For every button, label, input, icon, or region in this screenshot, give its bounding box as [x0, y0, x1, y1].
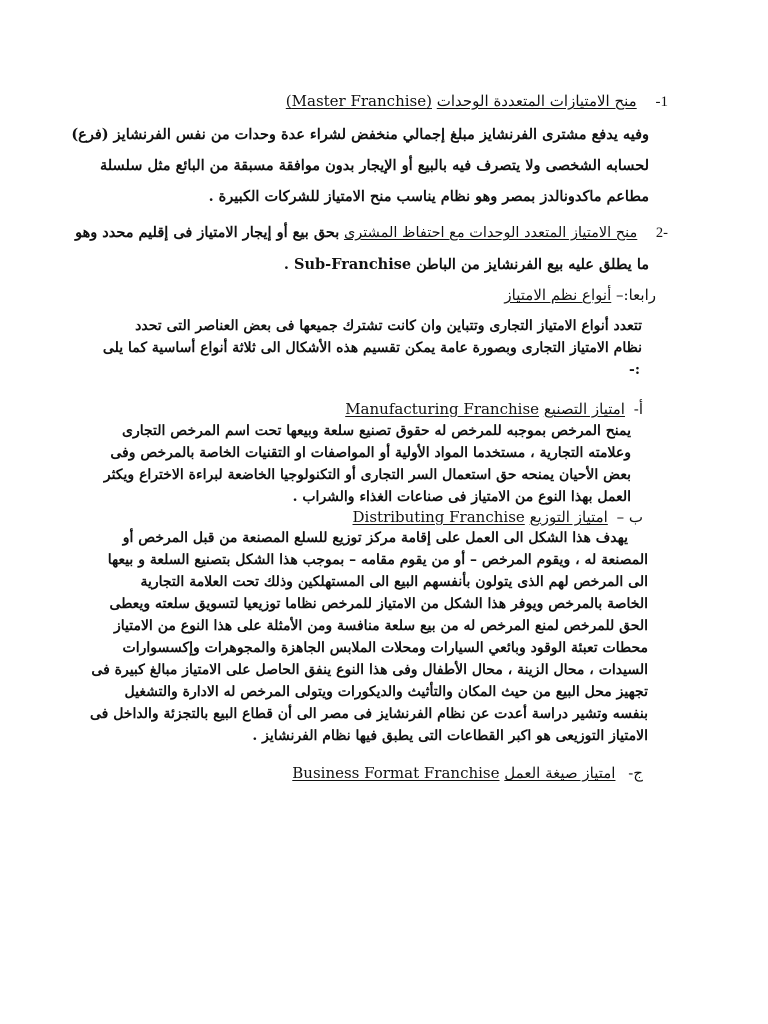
type-b-line-1: يهدف هذا الشكل الى العمل على إقامة مركز توزيع للسلع المصنعة من قبل المرخص أو [122, 530, 628, 546]
section-2-heading [0, 224, 668, 242]
section-2-line-2: ما يطلق عليه بيع الفرنشايز من الباطن Sub-Franchise . [283, 256, 649, 273]
type-b-line-8: تجهيز محل البيع من حيث المكان والتأثيث والديكورات ويتولى المرخص له الادارة والتشغيل [124, 684, 648, 700]
section-2-line-1-rest: بحق بيع أو إيجار الامتياز فى إقليم محدد وهو [75, 224, 340, 241]
section-1-heading [0, 92, 668, 111]
type-c-heading [0, 764, 643, 782]
section-1-line-1: وفيه يدفع مشترى الفرنشايز مبلغ إجمالي منخفض لشراء عدة وحدات من نفس الفرنشايز (فرع) [71, 126, 649, 143]
type-a-title-en: Manufacturing Franchise [345, 400, 540, 418]
type-b-line-5: الحق للمرخص لمنع المرخص له من بيع سلعة منافسة ومن الأمثلة على هذا النوع من الامتياز [113, 618, 648, 634]
section-1-line-3: مطاعم ماكدونالدز بمصر وهو نظام يناسب منح الامتياز للشركات الكبيرة . [208, 188, 649, 205]
type-b-line-3: الى المرخص لهم الذى يتولون بأنفسهم البيع الى المستهلكين وذلك تحت العلامة التجارية [140, 574, 648, 590]
type-b-label: ب – [616, 508, 643, 526]
type-b-line-10: الامتياز التوزيعى هو اكبر القطاعات التى يطبق فيها نظام الفرنشايز . [252, 728, 648, 744]
section-4-heading [0, 286, 656, 304]
type-a-line-4: العمل بهذا النوع من الامتياز فى صناعات الغذاء والشراب . [292, 489, 631, 505]
type-a-line-1: يمنح المرخص بموجبه للمرخص له حقوق تصنيع سلعة وبيعها تحت اسم المرخص التجارى [122, 423, 631, 439]
type-b-line-2: المصنعة له ، ويقوم المرخص – أو من يقوم مقامه – بموجب هذا الشكل بتصنيع السلعة و بيعها [107, 552, 648, 568]
section-2-title: منح الامتياز المتعدد الوحدات مع احتفاظ المشترى [343, 225, 638, 241]
section-4-intro-line-3: :- [629, 362, 640, 378]
type-a-title: امتياز التصنيع [543, 400, 625, 418]
type-c-label: ج- [628, 764, 643, 782]
type-b-title-en: Distributing Franchise [352, 508, 525, 526]
type-b-heading [0, 508, 643, 526]
type-c-title: امتياز صيغة العمل [504, 764, 616, 782]
section-4-heading-prefix: رابعا:– [616, 286, 656, 304]
type-b-line-9: بنفسه وتشير دراسة أعدت عن نظام الفرنشايز فى مصر الى أن قطاع البيع بالتجزئة والداخل فى [89, 706, 648, 722]
section-1-title: منح الامتيازات المتعددة الوحدات [436, 92, 637, 110]
type-c-title-en: Business Format Franchise [292, 764, 500, 782]
section-4-heading-title: أنواع نظم الامتياز [504, 286, 612, 304]
type-b-line-4: الخاصة بالمرخص ويوفر هذا الشكل من الامتياز للمرخص نظاما توزيعيا لتسويق سلعته ويعطى [109, 596, 648, 612]
type-b-line-6: محطات تعبئة الوقود وبائعي السيارات ومحلات الملابس الجاهزة والمجوهرات وإكسسوارات [122, 640, 648, 656]
section-1-title-en: (Master Franchise) [285, 92, 432, 110]
section-2-number: -2 [655, 225, 668, 241]
type-a-label: أ- [633, 400, 643, 418]
section-1-line-2: لحسابه الشخصى ولا يتصرف فيه بالبيع أو الإيجار بدون موافقة مسبقة من البائع مثل سلسلة [99, 157, 649, 174]
type-b-title: امتياز التوزيع [529, 508, 608, 526]
section-1-number: 1- [655, 94, 668, 110]
type-a-line-3: بعض الأحيان يمنحه حق استعمال السر التجارى أو التكنولوجيا الخاضعة لبراءة الاختراع ويكثر [103, 467, 631, 483]
type-a-heading [0, 400, 643, 418]
type-b-line-7: السيدات ، محال الزينة ، محال الأطفال وفى هذا النوع ينفق الحاصل على الامتياز مبالغ كبيرة فى [91, 662, 648, 678]
type-a-line-2: وعلامته التجارية ، مستخدما المواد الأولية أو المواصفات او التقنيات الخاصة بالمرخص وفى [110, 445, 631, 461]
section-4-intro-line-2: نظام الامتياز التجارى وبصورة عامة يمكن تقسيم هذه الأشكال الى ثلاثة أنواع أساسية كما يلى [102, 340, 642, 356]
section-4-intro-line-1: تتعدد أنواع الامتياز التجارى وتتباين وان كانت تشترك جميعها فى بعض العناصر التى تحدد [135, 318, 642, 334]
